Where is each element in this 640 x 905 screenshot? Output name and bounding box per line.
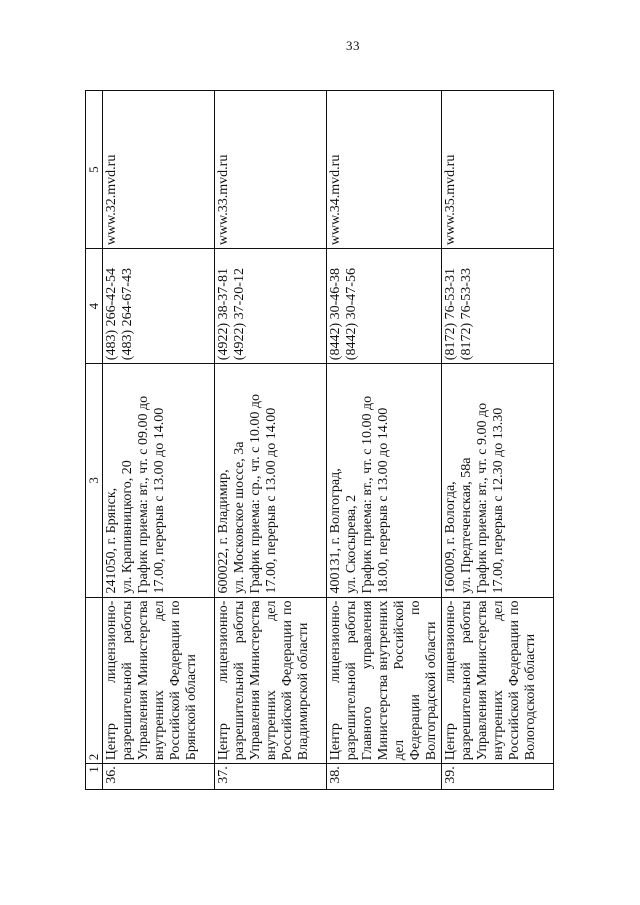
column-header-1: 1: [86, 764, 103, 790]
address-schedule: [442, 364, 554, 597]
schedule-line: 17.00, перерыв с 13.00 до 14.00: [152, 407, 167, 594]
table-row: [103, 91, 215, 790]
organization-name: Центр лицензионно-разрешительной работы Управления Министерства внутренних дел Российской Федерации по Брянской области: [103, 597, 215, 764]
row-number: 36.: [103, 764, 215, 790]
phones: [327, 249, 442, 364]
organization-name: Центр лицензионно-разрешительной работы Управления Министерства внутренних дел Российской Федерации по Вологодской области: [442, 597, 554, 764]
column-header-2: 2: [86, 597, 103, 764]
phone-number: (8172) 76-53-31: [443, 268, 458, 361]
schedule-line: График приема: вт., чт. с 10.00 до: [360, 395, 375, 594]
schedule-line: 18.00, перерыв с 13.00 до 14.00: [376, 407, 391, 594]
address-schedule: [103, 364, 215, 597]
phones: [103, 249, 215, 364]
table-row: [442, 91, 554, 790]
phone-number: (483) 266-42-54: [104, 268, 119, 361]
column-header-4: 4: [86, 249, 103, 364]
phone-number: (8172) 76-53-33: [459, 268, 474, 361]
address-line: 400131, г. Волгоград,: [328, 468, 343, 594]
table-header-row: [86, 91, 103, 790]
address-schedule: [215, 364, 327, 597]
table-row: [215, 91, 327, 790]
row-number: 37.: [215, 764, 327, 790]
column-header-5: 5: [86, 91, 103, 249]
address-schedule: [327, 364, 442, 597]
website-link[interactable]: www.32.mvd.ru: [103, 91, 215, 249]
address-line: ул. Предтеченская, 58а: [459, 457, 474, 594]
organization-name: Центр лицензионно-разрешительной работы Управления Министерства внутренних дел Российской Федерации по Владимирской области: [215, 597, 327, 764]
schedule-line: 17.00, перерыв с 13.00 до 14.00: [264, 407, 279, 594]
row-number: 38.: [327, 764, 442, 790]
table-row: [327, 91, 442, 790]
rotated-table-container: [85, 90, 548, 790]
website-link[interactable]: www.35.mvd.ru: [442, 91, 554, 249]
website-link[interactable]: www.34.mvd.ru: [327, 91, 442, 249]
schedule-line: График приема: вт., чт. с 09.00 до: [136, 395, 151, 594]
phones: [215, 249, 327, 364]
address-line: 160009, г. Вологда,: [443, 481, 458, 594]
phone-number: (4922) 37-20-12: [232, 268, 247, 361]
schedule-line: График приема: вт., чт. с 9.00 до: [475, 402, 490, 594]
schedule-line: График приема: ср., чт. с 10.00 до: [248, 394, 263, 594]
licensing-centers-table: [85, 90, 554, 790]
address-line: ул. Скосырева, 2: [344, 494, 359, 594]
address-line: 600022, г. Владимир,: [216, 469, 231, 594]
phone-number: (4922) 38-37-81: [216, 268, 231, 361]
address-line: ул. Московское шоссе, 3а: [232, 441, 247, 594]
address-line: ул. Крапивницкого, 20: [120, 460, 135, 594]
address-line: 241050, г. Брянск,: [104, 487, 119, 594]
website-link[interactable]: www.33.mvd.ru: [215, 91, 327, 249]
organization-name: Центр лицензионно-разрешительной работы Главного управления Министерства внутренних дел Российской Федерации по Волгоградской области: [327, 597, 442, 764]
column-header-3: 3: [86, 364, 103, 597]
phones: [442, 249, 554, 364]
phone-number: (8442) 30-46-38: [328, 268, 343, 361]
schedule-line: 17.00, перерыв с 12.30 до 13.30: [491, 407, 506, 594]
row-number: 39.: [442, 764, 554, 790]
phone-number: (8442) 30-47-56: [344, 268, 359, 361]
phone-number: (483) 264-67-43: [120, 268, 135, 361]
page-number: 33: [346, 38, 360, 53]
